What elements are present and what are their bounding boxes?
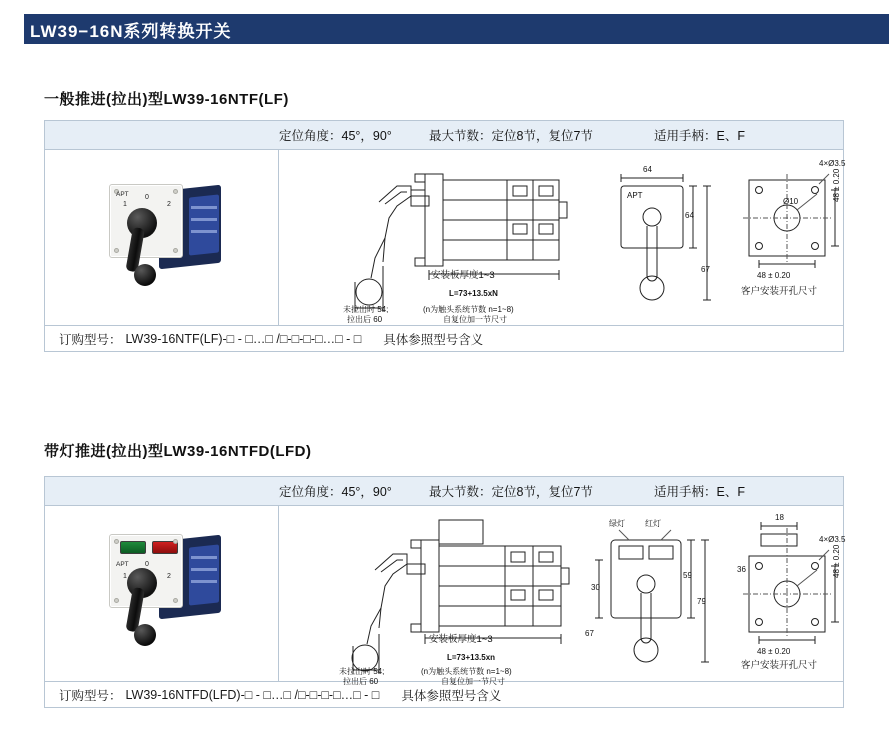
front-dim-2c: 30 xyxy=(591,583,600,592)
terminal-line xyxy=(191,556,217,559)
n-note-2b: 自复位加一节尺寸 xyxy=(441,677,505,686)
hole-dim-screws-1: 4×Ø3.5 xyxy=(819,159,846,168)
plate-thickness-note-2: 安装板厚度1~3 xyxy=(429,634,493,645)
order-code-2: LW39-16NTFD(LFD)-□ - □…□ /□-□-□-□…□ - □ xyxy=(125,687,380,702)
position-label-1: 1 xyxy=(123,201,127,208)
screw-icon xyxy=(173,248,178,253)
spec-sections-2: 最大节数：定位8节，复位7节 xyxy=(429,485,593,499)
product-panel-1 xyxy=(44,120,844,352)
spec-sections-1: 最大节数：定位8节，复位7节 xyxy=(429,129,593,143)
hole-pattern-drawing-1 xyxy=(735,159,846,303)
product-photo-2 xyxy=(45,506,278,681)
order-label-1: 订购型号： xyxy=(59,332,122,347)
length-formula-1: L=73+13.5xN xyxy=(449,289,498,298)
front-width-dim-1: 64 xyxy=(643,165,652,174)
hole-dim-side-2: 36 xyxy=(737,565,746,574)
hole-pattern-drawing-2 xyxy=(735,513,846,671)
front-view-drawing-2 xyxy=(585,516,725,681)
hole-dim-screws-2: 4×Ø3.5 xyxy=(819,535,846,544)
position-label-2: 2 xyxy=(167,573,171,580)
front-dim-2a: 59 xyxy=(683,571,692,580)
front-total-dim-1: 67 xyxy=(701,265,710,274)
panel-2-divider xyxy=(278,506,279,681)
section-title-2: 带灯推进(拉出)型LW39-16NTFD(LFD) xyxy=(44,443,312,460)
order-note-1: 具体参照型号含义 xyxy=(383,332,484,347)
spec-handle-2: 适用手柄：E、F xyxy=(654,485,745,499)
order-label-2: 订购型号： xyxy=(59,688,122,703)
screw-icon xyxy=(173,598,178,603)
position-label-2: 2 xyxy=(167,201,171,208)
side-view-drawing-1 xyxy=(345,162,595,327)
screw-icon xyxy=(173,189,178,194)
position-label-0: 0 xyxy=(145,561,149,568)
screw-icon xyxy=(114,539,119,544)
switch-lever-ball xyxy=(134,264,156,286)
section-title-1: 一般推进(拉出)型LW39-16NTF(LF) xyxy=(44,91,289,108)
plate-thickness-note-1: 安装板厚度1~3 xyxy=(431,270,495,281)
spec-angle-1: 定位角度：45°，90° xyxy=(279,129,392,143)
hole-pattern-title-2: 客户安装开孔尺寸 xyxy=(741,660,818,671)
terminal-line xyxy=(191,230,217,233)
page-title: LW39−16N系列转换开关 xyxy=(30,21,232,41)
order-note-2: 具体参照型号含义 xyxy=(401,688,502,703)
brand-label: APT xyxy=(116,191,129,198)
side-view-drawing-2 xyxy=(339,516,595,686)
product-photo-1 xyxy=(45,150,278,325)
terminal-line xyxy=(191,218,217,221)
brand-label: APT xyxy=(116,561,129,568)
pull-note-1b: 拉出后 60 xyxy=(347,315,383,324)
page-banner xyxy=(0,14,889,44)
front-dim-2b: 79 xyxy=(697,597,706,606)
spec-angle-2: 定位角度：45°，90° xyxy=(279,485,392,499)
switch-terminal-block xyxy=(189,194,219,255)
lamp-green-label: 绿灯 xyxy=(609,519,625,528)
panel-1-divider xyxy=(278,150,279,325)
hole-dim-horizontal-2: 48 ± 0.20 xyxy=(757,647,791,656)
hole-dim-top-2: 18 xyxy=(775,513,784,522)
panel-1-spec-header xyxy=(45,121,843,150)
hole-dim-center-1: Ø10 xyxy=(783,197,799,206)
position-label-1: 1 xyxy=(123,573,127,580)
panel-2-spec-header xyxy=(45,477,843,506)
n-note-1a: (n为触头系统节数 n=1~8) xyxy=(423,305,514,314)
panel-1-order-row xyxy=(45,325,843,351)
banner-accent-bar xyxy=(0,14,24,44)
n-note-2a: (n为触头系统节数 n=1~8) xyxy=(421,667,512,676)
front-view-drawing-1 xyxy=(597,164,717,319)
brand-label-front-1: APT xyxy=(627,191,643,200)
front-dim-2d: 67 xyxy=(585,629,594,638)
hole-dim-vertical-1: 48 ± 0.20 xyxy=(832,168,841,202)
hole-pattern-title-1: 客户安装开孔尺寸 xyxy=(741,286,818,297)
panel-2-body xyxy=(45,506,846,686)
hole-dim-horizontal-1: 48 ± 0.20 xyxy=(757,271,791,280)
switch-illustration-1 xyxy=(103,184,227,276)
length-formula-2: L=73+13.5xn xyxy=(447,653,496,662)
switch-illustration-2 xyxy=(103,534,227,626)
front-height-dim-1: 64 xyxy=(685,211,694,220)
screw-icon xyxy=(173,539,178,544)
pull-note-2b: 拉出后 60 xyxy=(343,677,379,686)
pull-note-1a: 未拉出时 54; xyxy=(343,305,389,314)
n-note-1b: 自复位加一节尺寸 xyxy=(443,315,507,324)
product-panel-2 xyxy=(44,476,844,708)
pull-note-2a: 未拉出时 54; xyxy=(339,667,385,676)
switch-lever-ball xyxy=(134,624,156,646)
order-code-1: LW39-16NTF(LF)-□ - □…□ /□-□-□-□…□ - □ xyxy=(125,331,362,346)
lamp-red-label: 红灯 xyxy=(645,519,661,528)
screw-icon xyxy=(114,248,119,253)
terminal-line xyxy=(191,568,217,571)
indicator-lamp-green xyxy=(120,541,146,554)
panel-1-body xyxy=(45,150,846,325)
terminal-line xyxy=(191,206,217,209)
switch-terminal-block xyxy=(189,544,219,605)
position-label-0: 0 xyxy=(145,194,149,201)
screw-icon xyxy=(114,598,119,603)
terminal-line xyxy=(191,580,217,583)
spec-handle-1: 适用手柄：E、F xyxy=(654,129,745,143)
hole-dim-vertical-2: 48 ± 0.20 xyxy=(832,544,841,578)
